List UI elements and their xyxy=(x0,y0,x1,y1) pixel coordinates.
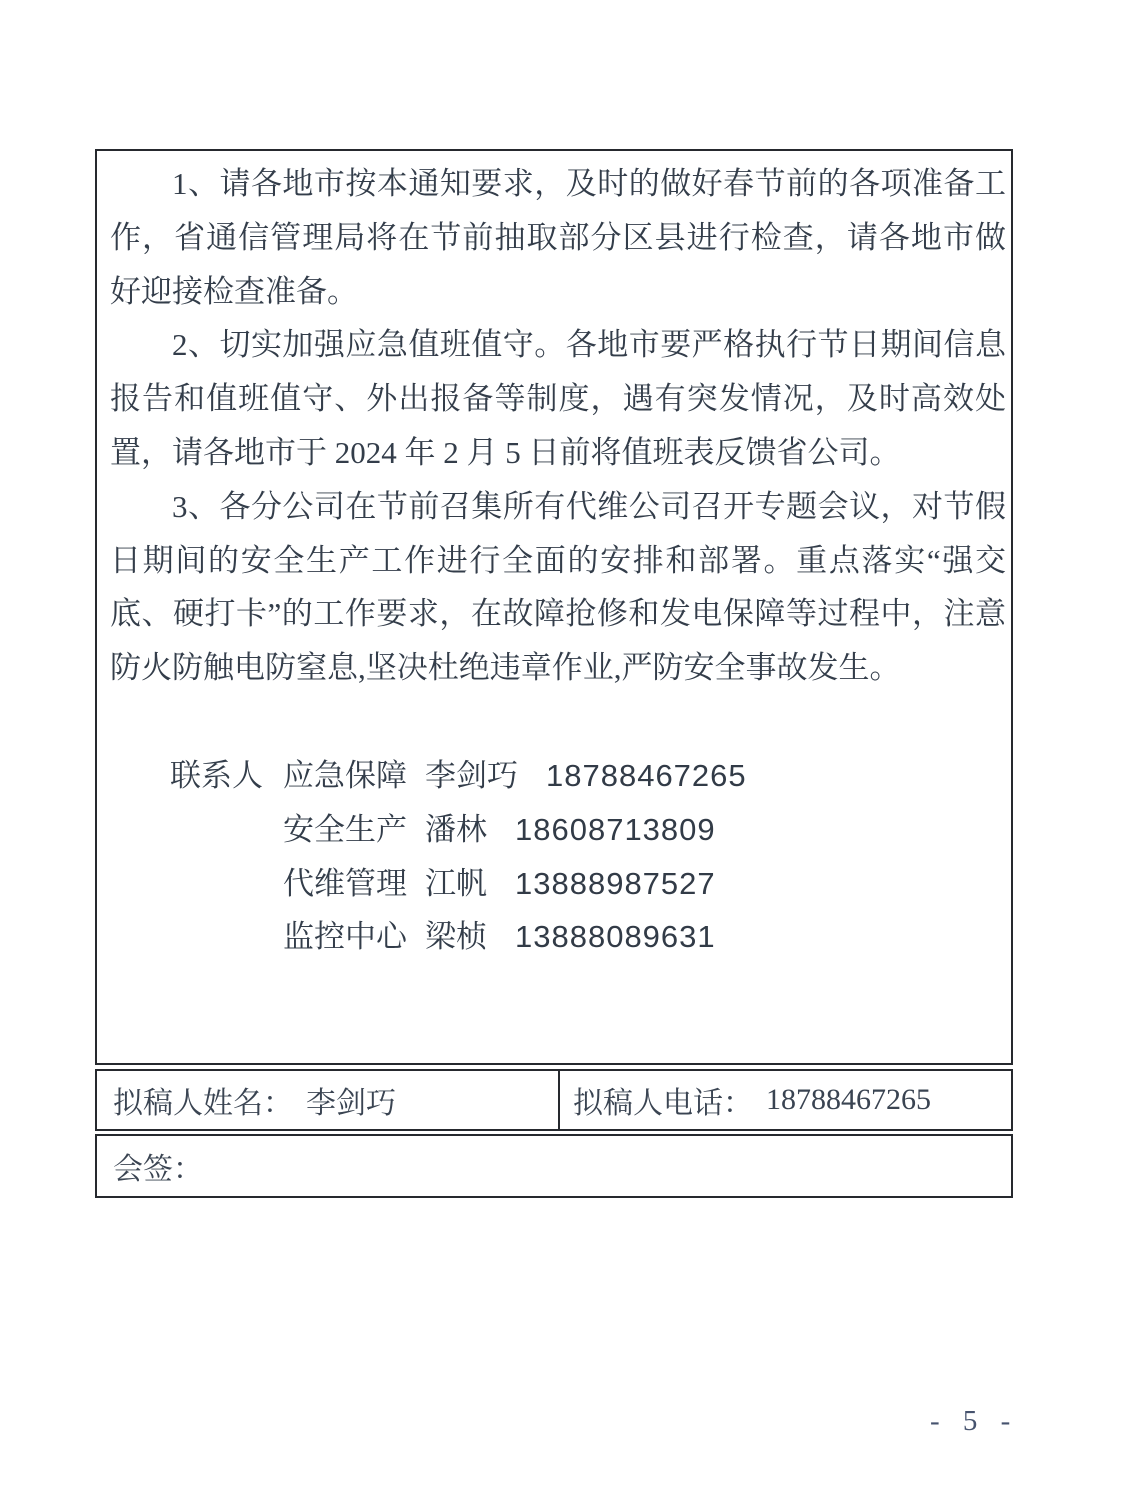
drafter-phone-value: 18788467265 xyxy=(766,1083,931,1116)
contact-role: 代维管理 xyxy=(283,865,407,901)
contact-row-monitoring xyxy=(170,910,1006,964)
contact-name: 梁桢 xyxy=(425,919,487,955)
contacts-label: 联系人 xyxy=(170,757,263,793)
contact-row-safety xyxy=(170,803,1006,857)
drafter-name-value: 李剑巧 xyxy=(306,1087,396,1120)
drafter-phone-cell xyxy=(560,1071,1011,1129)
contact-row-maintenance xyxy=(170,857,1006,911)
contact-row-emergency xyxy=(170,749,1006,803)
countersign-label: 会签： xyxy=(113,1153,203,1186)
notice-body-box xyxy=(95,149,1013,1065)
contact-name: 李剑巧 xyxy=(425,757,518,793)
contact-name: 江帆 xyxy=(425,865,487,901)
contact-phone: 13888089631 xyxy=(515,919,716,955)
contact-role: 监控中心 xyxy=(283,919,407,955)
contact-name: 潘林 xyxy=(425,811,487,847)
contact-role: 应急保障 xyxy=(283,757,407,793)
countersign-row xyxy=(95,1134,1013,1198)
contact-phone: 18608713809 xyxy=(515,811,716,847)
contact-phone: 18788467265 xyxy=(546,757,747,793)
paragraph-3: 3、各分公司在节前召集所有代维公司召开专题会议，对节假日期间的安全生产工作进行全面的安排和部署。重点落实“强交底、硬打卡”的工作要求，在故障抢修和发电保障等过程中，注意防火防触电防窒息,坚决杜绝违章作业,严防安全事故发生。 xyxy=(110,488,1006,686)
contacts-block xyxy=(170,749,1006,964)
contact-role: 安全生产 xyxy=(283,811,407,847)
paragraph-1: 1、请各地市按本通知要求，及时的做好春节前的各项准备工作，省通信管理局将在节前抽取部分区县进行检查，请各地市做好迎接检查准备。 xyxy=(110,166,1006,309)
drafter-phone-label: 拟稿人电话： xyxy=(573,1087,753,1120)
paragraph-2: 2、切实加强应急值班值守。各地市要严格执行节日期间信息报告和值班值守、外出报备等制度，遇有突发情况，及时高效处置，请各地市于 2024 年 2 月 5 日前将值班表反馈省公司。 xyxy=(110,327,1006,470)
page-number: - 5 - xyxy=(930,1405,1014,1437)
drafter-name-label: 拟稿人姓名： xyxy=(113,1087,293,1120)
drafter-info-row xyxy=(95,1069,1013,1131)
contact-phone: 13888987527 xyxy=(515,865,716,901)
drafter-name-cell xyxy=(97,1071,560,1129)
